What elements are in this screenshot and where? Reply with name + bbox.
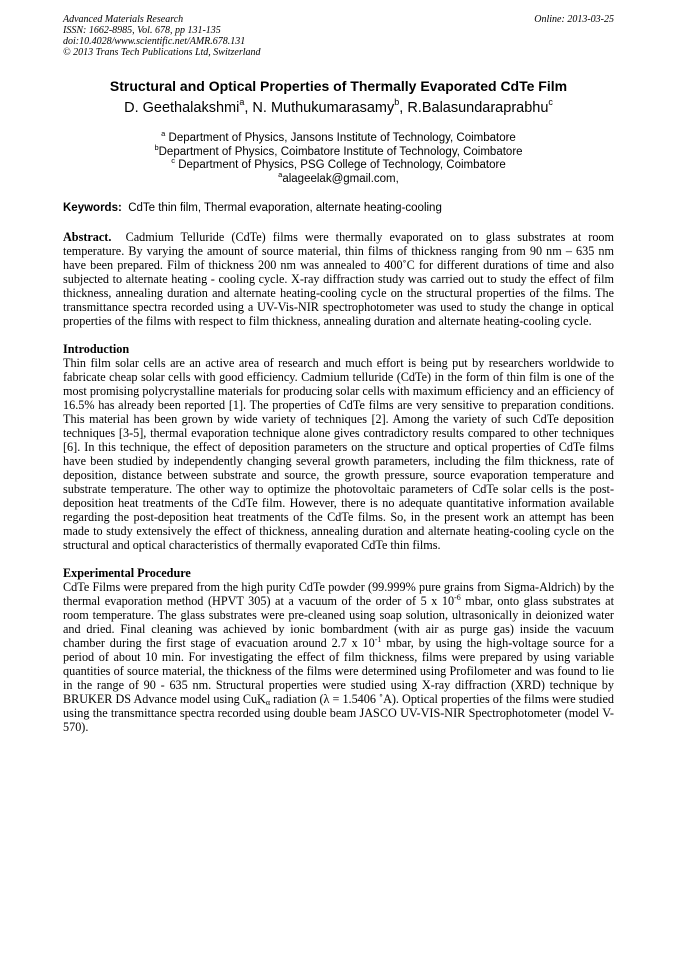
author: N. Muthukumarasamy$^b$, [252, 97, 408, 116]
abstract [63, 230, 614, 328]
abstract-text: Cadmium Telluride (CdTe) films were thermally evaporated on to glass substrates at room temperature. By varying the amount of source material, thin films of thickness ranging from 90 nm – 635 nm have been prepared. Film of thickness 200 nm was annealed to 400˚C for different durations of time and also subjected to alternate heating - cooling cycle. X-ray diffraction study was carried out to study the effect of film thickness, annealing duration and alternate heating-cooling cycle on the structural properties of the films. The transmittance spectra recorded using a UV-Vis-NIR spectrophotometer was used to study the change in optical properties of the films with respect to film thickness, annealing duration and alternate heating-cooling cycle. [63, 230, 615, 328]
paper-title: Structural and Optical Properties of Thermally Evaporated CdTe Film [109, 78, 568, 94]
abstract-label: Abstract. [63, 230, 112, 244]
introduction-text: Thin film solar cells are an active area of research and much effort is being put by researchers worldwide to fabricate cheap solar cells with good efficiency. Cadmium telluride (CdTe) in the form of thin film is one of the most promising polycrystalline materials for producing solar cells with maximum efficiency and an efficiency of 16.5% has already been reported [1]. The properties of CdTe films are very sensitive to preparation conditions. This material has been grown by wide variety of techniques [2]. Among the variety of such CdTe deposition techniques [3-5], thermal evaporation technique alone gives contradictory results compared to other techniques [6]. In this technique, the effect of deposition parameters on the structure and optical properties of CdTe films have been studied by independently changing several growth parameters, including the film thickness, rate of deposition, distance between substrate and source, the growth pressure, source evaporation temperature and substrate temperature. The other way to optimize the photovoltaic parameters of CdTe solar cells is the post-deposition heat treatments of the CdTe film. However, there is no adequate quantitative information available regarding the post-deposition heat treatments of the CdTe films. So, in the present work an attempt has been made to study extensively the effect of thickness, annealing duration and alternate heating-cooling cycle on the structural and optical characteristics of thermally evaporated CdTe thin films. [63, 356, 614, 552]
journal-header [63, 14, 614, 58]
keywords-label: Keywords: [63, 202, 122, 214]
affiliations [63, 129, 614, 186]
affiliation-line: $^b$Department of Physics, Coimbatore Institute of Technology, Coimbatore [154, 142, 523, 158]
affiliation-line: $^c$ Department of Physics, PSG College of Technology, Coimbatore [171, 156, 506, 171]
experimental-text: CdTe Films were prepared from the high purity CdTe powder (99.999% pure grains from Sigma-Aldrich) by the thermal evaporation method (HPVT 305) at a vacuum of the order of 5 x $10^{-6}$ mbar, onto glass substrates at room temperature. The glass substrates were pre-cleaned using soap solution, ultrasonically in deionized water and dried. Final cleaning was achieved by ionic bombardment (with air as purge gas) inside the vacuum chamber during the first stage of evacuation around 2.7 x $10^{-1}$ mbar, by using the high-voltage source for a period of about 10 min. For investigating the effect of film thickness, films were prepared by using variable quantities of source material, the thickness of the films were determined using Profilometer and was found to lie in the range of 90 - 635 nm. Structural properties were studied using X-ray diffraction (XRD) technique by BRUKER DS Advance model using CuK$_\alpha$ radiation (λ = 1.5406 ˚A). Optical properties of the films were studied using the transmittance spectra recorded using double beam JASCO UV-VIS-NIR Spectrophotometer (model V-570). [63, 580, 614, 734]
keywords [63, 202, 614, 214]
doi-line: doi:10.4028/www.scientific.net/AMR.678.131 [63, 36, 246, 47]
journal-name: Advanced Materials Research [63, 14, 184, 25]
paper-page [63, 14, 614, 734]
issn-line: ISSN: 1662-8985, Vol. 678, pp 131-135 [63, 25, 221, 36]
online-date: Online: 2013-03-25 [534, 14, 614, 25]
email-line: $^a$alageelak@gmail.com, [278, 169, 399, 185]
introduction-heading: Introduction [63, 342, 130, 356]
author: R.Balasundaraprabhu$^c$ [407, 97, 553, 116]
author: D. Geethalakshmi$^a$, [124, 97, 253, 116]
affiliation-line: $^a$ Department of Physics, Jansons Institute of Technology, Coimbatore [161, 129, 516, 144]
copyright-line: © 2013 Trans Tech Publications Ltd, Switzerland [63, 47, 261, 58]
author-list [63, 97, 614, 116]
keywords-text: CdTe thin film, Thermal evaporation, alternate heating-cooling [128, 202, 442, 214]
experimental-heading: Experimental Procedure [63, 566, 191, 580]
